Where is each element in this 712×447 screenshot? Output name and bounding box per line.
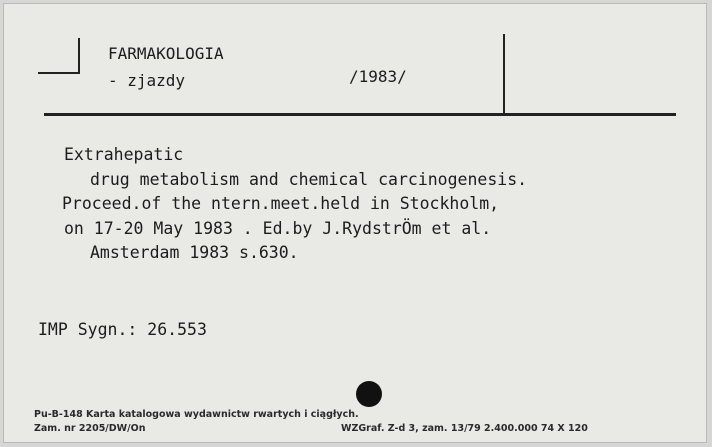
entry-line-1: Extrahepatic [64,145,184,164]
footer-line-2-left: Zam. nr 2205/DW/On [34,423,146,434]
index-bracket-vertical [78,38,80,74]
footer-line-1: Pu-B-148 Karta katalogowa wydawnictw rwartych i ciągłych. [34,409,359,420]
call-number: IMP Sygn.: 26.553 [38,320,207,339]
header-rule [44,113,676,116]
index-bracket-horizontal [38,72,80,74]
punch-hole [356,381,382,407]
year-label: /1983/ [349,67,407,86]
footer-line-2-right: WZGraf. Z-d 3, zam. 13/79 2.400.000 74 X 120 [341,423,588,434]
entry-line-2: drug metabolism and chemical carcinogenesis. [90,169,528,189]
subject-line-2: - zjazdy [108,71,186,90]
entry-line-5: Amsterdam 1983 s.630. [90,243,299,262]
bibliographic-entry [64,143,527,266]
subject-line-1: FARMAKOLOGIA [108,44,224,63]
entry-line-3: Proceed.of the ntern.meet.held in Stockholm, [62,194,500,213]
catalog-card [3,3,707,443]
subject-heading [108,40,224,94]
entry-line-4: on 17-20 May 1983 . Ed.by J.RydstrÖm et al. [64,218,492,238]
column-divider [503,34,505,114]
